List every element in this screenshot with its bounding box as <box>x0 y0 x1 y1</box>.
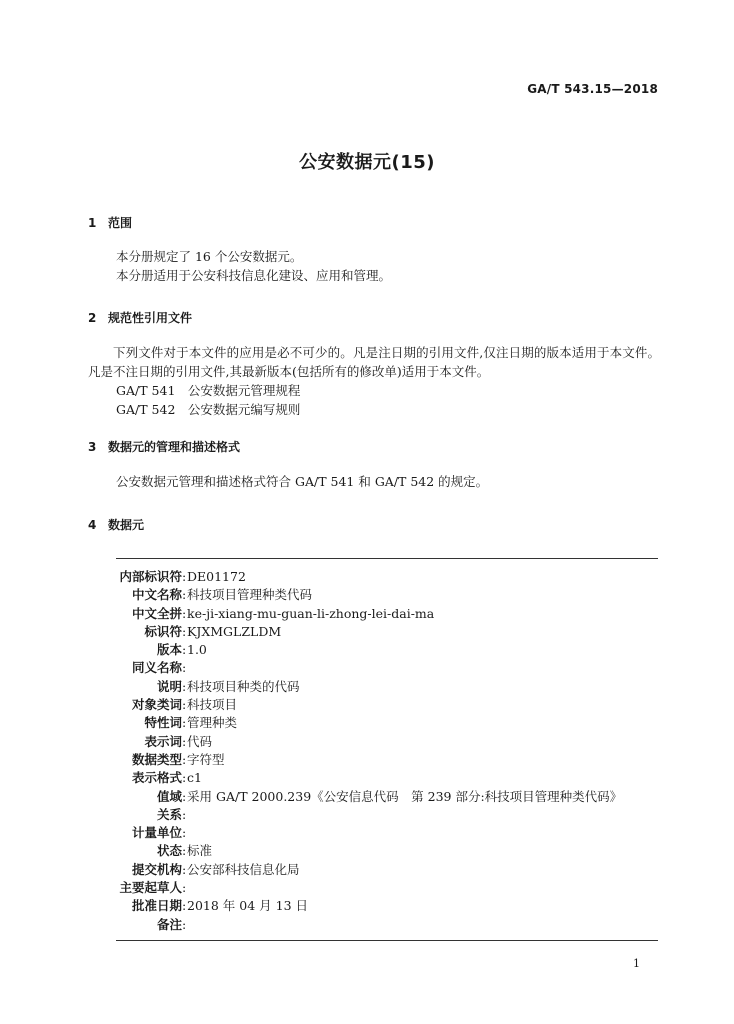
field-label: 计量单位 <box>131 825 182 841</box>
standard-code: GA/T 543.15—2018 <box>527 82 658 96</box>
format-text: 公安数据元管理和描述格式符合 GA/T 541 和 GA/T 542 的规定。 <box>116 474 489 489</box>
field-label: 表示词 <box>144 733 182 749</box>
document-title: 公安数据元(15) <box>298 152 435 173</box>
field-label: 中文名称 <box>131 587 182 603</box>
references-paragraph: 下列文件对于本文件的应用是必不可少的。凡是注日期的引用文件,仅注日期的版本适用于本文件。凡是不注日期的引用文件,其最新版本(包括所有的修改单)适用于本文件。 <box>88 345 660 379</box>
field-value: KJXMGLZLDM <box>187 623 282 639</box>
table-row: 状态 : 标准 <box>116 842 622 860</box>
field-label: 对象类词 <box>131 697 182 713</box>
table-row: 同义名称 : <box>116 659 622 677</box>
page-number: 1 <box>633 957 640 970</box>
table-row: 说明 : 科技项目种类的代码 <box>116 678 622 696</box>
field-label: 关系 <box>156 806 182 822</box>
field-value: 字符型 <box>187 751 225 767</box>
field-value: 科技项目管理种类代码 <box>187 587 313 603</box>
table-row: 主要起草人 : <box>116 879 622 897</box>
field-label: 表示格式 <box>131 770 182 786</box>
field-value: 管理种类 <box>187 715 238 731</box>
section-title: 规范性引用文件 <box>108 311 193 325</box>
section-heading-normative-references <box>88 309 192 326</box>
table-row: 表示格式 : c1 <box>116 769 622 787</box>
field-label: 特性词 <box>144 715 182 731</box>
field-value: 科技项目 <box>187 697 238 713</box>
table-row: 数据类型 : 字符型 <box>116 751 622 769</box>
field-label: 批准日期 <box>131 898 182 914</box>
field-label: 标识符 <box>144 623 182 639</box>
field-value: 公安部科技信息化局 <box>187 861 300 877</box>
section-title: 数据元 <box>108 518 145 532</box>
reference-item: GA/T 542 公安数据元编写规则 <box>116 402 301 417</box>
data-element-table <box>116 568 622 934</box>
table-row: 备注 : <box>116 916 622 934</box>
table-row: 关系 : <box>116 806 622 824</box>
reference-item: GA/T 541 公安数据元管理规程 <box>116 383 301 398</box>
field-value: DE01172 <box>187 569 246 584</box>
field-label: 内部标识符 <box>119 569 182 584</box>
table-row: 提交机构 : 公安部科技信息化局 <box>116 861 622 879</box>
field-label: 数据类型 <box>131 751 182 767</box>
field-label: 状态 <box>156 843 182 859</box>
reference-list <box>116 381 300 419</box>
section-title: 数据元的管理和描述格式 <box>108 440 241 454</box>
scope-line: 本分册规定了 16 个公安数据元。 <box>116 249 303 264</box>
table-row: 值域 : 采用 GA/T 2000.239《公安信息代码 第 239 部分:科技项目管理种类代码》 <box>116 788 622 806</box>
field-label: 中文全拼 <box>131 605 182 621</box>
field-value: ke-ji-xiang-mu-guan-li-zhong-lei-dai-ma <box>187 605 435 621</box>
field-label: 主要起草人 <box>119 880 182 896</box>
field-label: 提交机构 <box>131 861 182 877</box>
field-label: 值域 <box>156 788 182 804</box>
field-value: 标准 <box>187 843 213 859</box>
table-row: 版本 : 1.0 <box>116 641 622 659</box>
section-number: 1 <box>88 216 97 230</box>
field-label: 同义名称 <box>131 660 182 676</box>
field-value: 1.0 <box>187 642 207 658</box>
section-heading-format <box>88 438 240 455</box>
field-label: 版本 <box>156 642 182 658</box>
field-value: 代码 <box>187 733 213 749</box>
section-heading-scope <box>88 214 132 231</box>
table-row: 表示词 : 代码 <box>116 733 622 751</box>
table-row: 特性词 : 管理种类 <box>116 714 622 732</box>
table-top-rule <box>116 558 658 559</box>
field-value: 采用 GA/T 2000.239《公安信息代码 第 239 部分:科技项目管理种类代码》 <box>187 788 623 804</box>
table-bottom-rule <box>116 940 658 941</box>
field-value: 2018 年 04 月 13 日 <box>187 898 308 914</box>
scope-line: 本分册适用于公安科技信息化建设、应用和管理。 <box>116 268 392 283</box>
section-number: 4 <box>88 518 97 532</box>
section-heading-data-element <box>88 516 144 533</box>
section-number: 2 <box>88 311 97 325</box>
section-title: 范围 <box>108 216 133 230</box>
table-row: 批准日期 : 2018 年 04 月 13 日 <box>116 897 622 915</box>
table-row: 中文名称 : 科技项目管理种类代码 <box>116 586 622 604</box>
field-label: 说明 <box>156 678 182 694</box>
field-value: c1 <box>187 770 202 786</box>
table-row: 中文全拼 : ke-ji-xiang-mu-guan-li-zhong-lei-dai-ma <box>116 605 622 623</box>
scope-text <box>116 247 391 285</box>
section-number: 3 <box>88 440 97 454</box>
table-row: 对象类词 : 科技项目 <box>116 696 622 714</box>
field-value: 科技项目种类的代码 <box>187 678 300 694</box>
table-row: 内部标识符 : DE01172 <box>116 568 622 586</box>
table-row: 标识符 : KJXMGLZLDM <box>116 623 622 641</box>
table-row: 计量单位 : <box>116 824 622 842</box>
field-label: 备注 <box>156 916 182 932</box>
